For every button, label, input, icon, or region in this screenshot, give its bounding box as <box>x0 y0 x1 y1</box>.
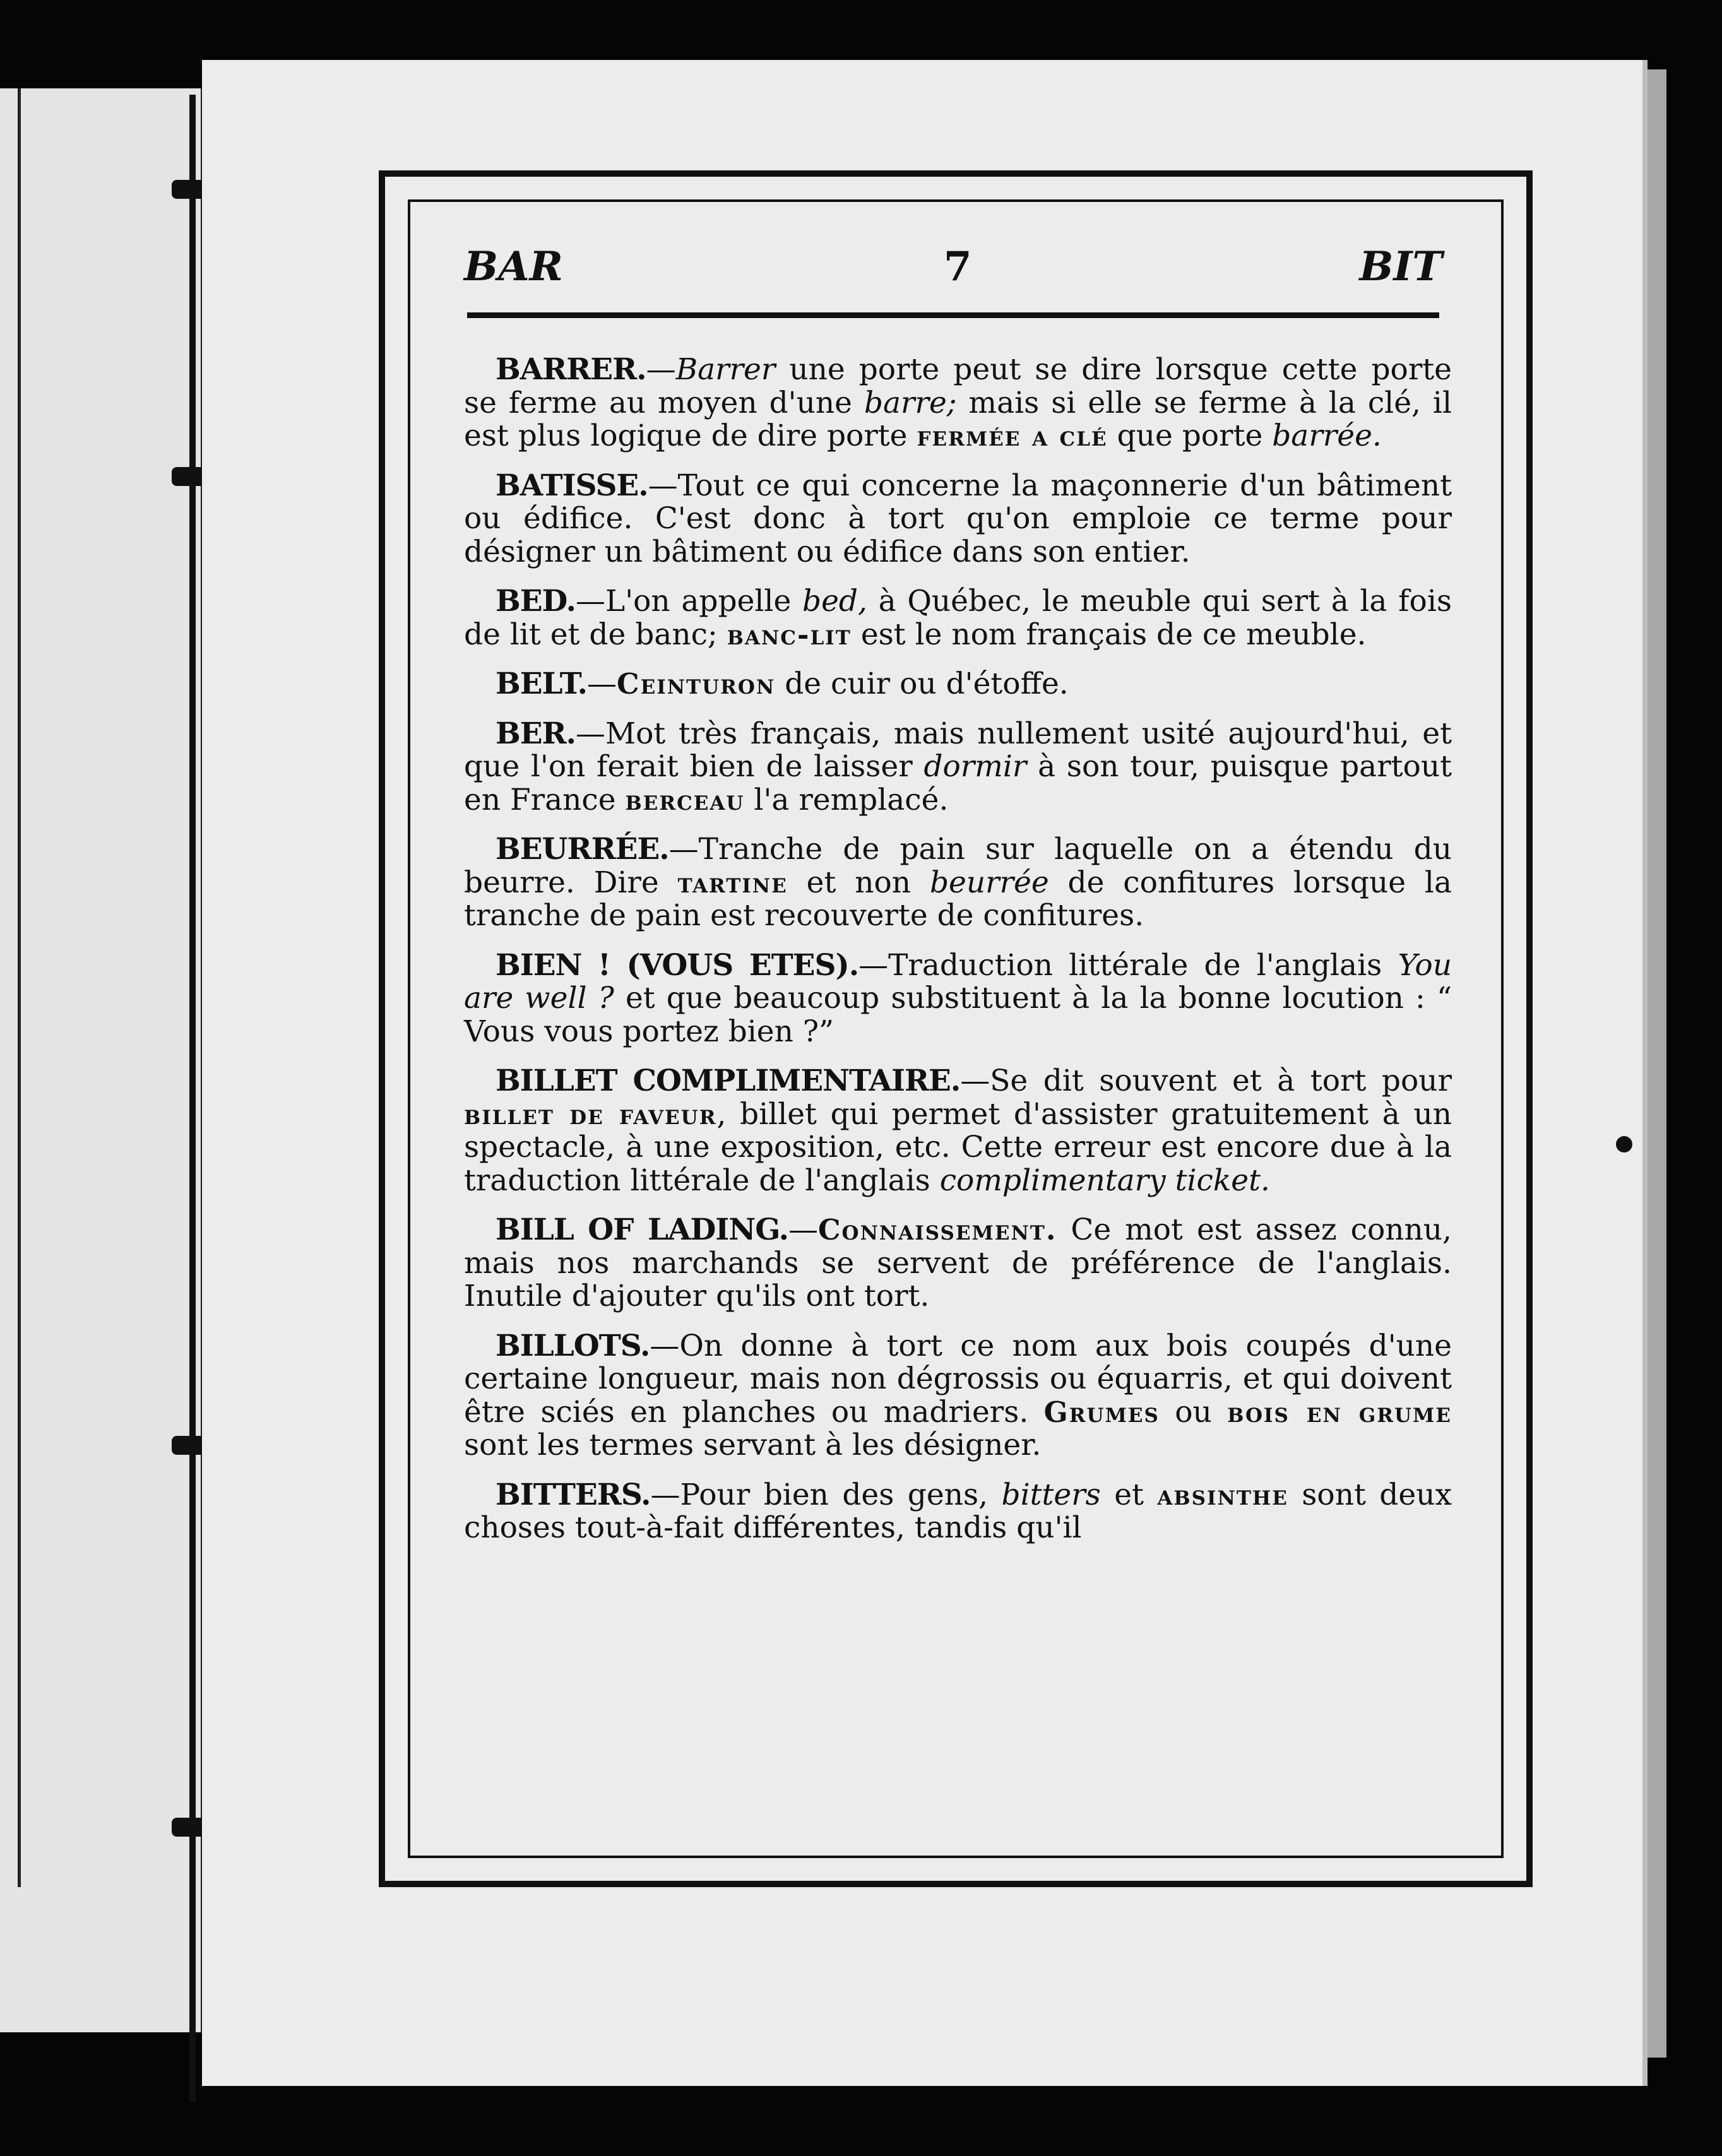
entry-italic-text: barre; <box>864 385 957 420</box>
entry-text: — <box>788 1212 819 1247</box>
entry-text: — <box>587 666 617 701</box>
dictionary-entry <box>464 585 1452 651</box>
entry-smallcaps-text: banc-lit <box>727 617 852 651</box>
header-right-guide-word: BIT <box>1359 243 1442 290</box>
dictionary-entry <box>464 718 1452 817</box>
entry-term: BATISSE. <box>496 468 648 503</box>
entry-text: mais si elle se ferme à la clé, il est plus logique de dire porte <box>464 385 1452 453</box>
entry-text: —Traduction littérale de l'anglais <box>858 947 1398 983</box>
entry-text: ou <box>1159 1394 1228 1430</box>
entry-text: et non <box>787 865 930 900</box>
entry-text: l'a remplacé. <box>744 782 949 817</box>
entry-text: de confitures lorsque la tranche de pain est recouverte de confitures. <box>464 865 1452 933</box>
entry-smallcaps-text: Connaissement. <box>818 1213 1057 1247</box>
entry-term: BITTERS. <box>496 1477 651 1512</box>
entry-text: —L'on appelle <box>576 584 802 619</box>
dictionary-entry <box>464 1065 1452 1197</box>
entry-term: BILLOTS. <box>496 1328 650 1363</box>
entry-text: de cuir ou d'étoffe. <box>775 666 1069 701</box>
entry-text: sont deux choses tout-à-fait différentes, tandis qu'il <box>464 1477 1452 1545</box>
dictionary-entry <box>464 668 1452 701</box>
entry-text: —Tranche de pain sur laquelle on a étendu du beurre. Dire <box>464 832 1452 900</box>
entry-text: est le nom français de ce meuble. <box>851 617 1367 652</box>
entry-term: BILL OF LADING. <box>496 1212 789 1247</box>
dictionary-entry <box>464 1479 1452 1545</box>
dictionary-entry <box>464 353 1452 453</box>
entry-italic-text: Barrer <box>675 352 776 387</box>
entry-term: BEURRÉE. <box>496 832 669 867</box>
entry-text: Ce mot est assez connu, mais nos marchands se servent de préférence de l'anglais. Inutile d'ajouter qu'ils ont tort. <box>464 1212 1452 1313</box>
entry-italic-text: bitters <box>1001 1477 1101 1512</box>
entry-text: —Mot très français, mais nullement usité aujourd'hui, et que l'on ferait bien de laisser <box>464 716 1452 784</box>
entry-text: et <box>1100 1477 1158 1512</box>
entry-smallcaps-text: absinthe <box>1157 1478 1288 1512</box>
entry-text: une porte peut se dire lorsque cette porte se ferme au moyen d'une <box>464 352 1452 420</box>
entry-term: BILLET COMPLIMENTAIRE. <box>496 1063 961 1098</box>
entry-italic-text: beurrée <box>929 865 1049 900</box>
entry-text: à Québec, le meuble qui sert à la fois de lit et de banc; <box>464 584 1452 652</box>
header-left-guide-word: BAR <box>464 243 563 290</box>
dictionary-entry <box>464 833 1452 933</box>
entry-term: BARRER. <box>496 352 646 387</box>
entry-smallcaps-text: berceau <box>625 783 745 817</box>
entry-text: , billet qui permet d'assister gratuitement à un spectacle, à une exposition, etc. Cette erreur est encore due à la traduction littérale de l'anglais <box>464 1096 1452 1198</box>
entry-text: —Se dit souvent et à tort pour <box>960 1063 1452 1098</box>
entry-smallcaps-text: bois en grume <box>1227 1395 1452 1429</box>
entry-text: sont les termes servant à les désigner. <box>464 1428 1042 1462</box>
entry-smallcaps-text: billet de faveur <box>464 1097 717 1131</box>
page-edge <box>1648 69 1666 2058</box>
ink-dot <box>1616 1136 1632 1152</box>
entry-italic-text: You are well ? <box>464 947 1452 1016</box>
dictionary-entry <box>464 470 1452 569</box>
dictionary-entry <box>464 1330 1452 1462</box>
entry-italic-text: dormir <box>923 749 1027 784</box>
entry-smallcaps-text: tartine <box>677 865 788 899</box>
page-number: 7 <box>944 243 972 290</box>
entry-smallcaps-text: fermée a clé <box>917 419 1108 453</box>
running-header <box>464 243 1442 293</box>
dictionary-entries <box>464 353 1452 1561</box>
entry-text: —Pour bien des gens, <box>650 1477 1002 1512</box>
entry-text: à son tour, puisque partout en France <box>464 749 1452 817</box>
entry-term: BIEN ! (VOUS ETES). <box>496 947 859 983</box>
dictionary-entry <box>464 949 1452 1049</box>
entry-term: BER. <box>496 716 576 751</box>
header-rule <box>467 312 1439 318</box>
entry-italic-text: barrée. <box>1272 418 1382 453</box>
book-binding-thread <box>189 95 196 2102</box>
entry-text: —On donne à tort ce nom aux bois coupés d'une certaine longueur, mais non dégrossis ou équarris, et qui doivent être sciés en planches ou madriers. <box>464 1328 1452 1430</box>
entry-text: —Tout ce qui concerne la maçonnerie d'un bâtiment ou édifice. C'est donc à tort qu'on emploie ce terme pour désigner un bâtiment ou édifice dans son entier. <box>464 468 1452 569</box>
dictionary-entry <box>464 1214 1452 1313</box>
entry-italic-text: bed, <box>802 584 867 619</box>
entry-text: — <box>646 352 676 387</box>
entry-smallcaps-text: Grumes <box>1043 1395 1160 1429</box>
entry-term: BELT. <box>496 666 588 701</box>
facing-page-frame <box>0 88 21 1887</box>
entry-text: que porte <box>1107 418 1273 453</box>
facing-page-left <box>0 88 205 2032</box>
entry-text: et que beaucoup substituent à la la bonne locution : “ Vous vous portez bien ?” <box>464 981 1452 1049</box>
entry-smallcaps-text: Ceinturon <box>617 667 776 701</box>
entry-term: BED. <box>496 584 576 619</box>
entry-italic-text: complimentary ticket. <box>939 1163 1270 1198</box>
